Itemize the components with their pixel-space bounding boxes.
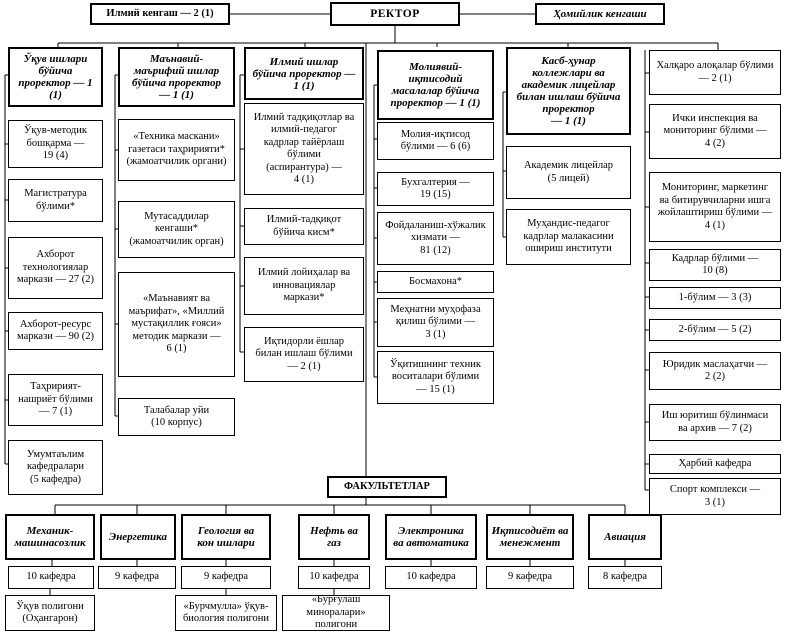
col5-item-2: Муҳандис-педагог кадрлар малакасини ошириш институти bbox=[506, 209, 631, 265]
col4-item-1: Молия-иқтисод бўлими — 6 (6) bbox=[377, 122, 494, 160]
col3-item-1: Илмий тадқиқотлар ва илмий-педагог кадрлар тайёрлаш бўлими (аспирантура) — 4 (1) bbox=[244, 103, 364, 195]
col6-item-4: Кадрлар бўлими — 10 (8) bbox=[649, 249, 781, 281]
vice-rector-science: Илмий ишлар бўйича проректор — 1 (1) bbox=[244, 47, 364, 100]
col6-item-10: Спорт комплекси — 3 (1) bbox=[649, 478, 781, 515]
col6-item-2: Ички инспекция ва мониторинг бўлими — 4 (2) bbox=[649, 104, 781, 159]
dept-aviation: 8 кафедра bbox=[588, 566, 662, 589]
col3-item-2: Илмий-тадқиқот бўйича кисм* bbox=[244, 208, 364, 245]
col5-item-1: Академик лицейлар (5 лицей) bbox=[506, 146, 631, 199]
faculty-geology: Геология ва кон ишлари bbox=[181, 514, 271, 560]
col6-item-7: Юридик маслаҳатчи — 2 (2) bbox=[649, 352, 781, 390]
faculties-title: ФАКУЛЬТЕТЛАР bbox=[327, 476, 447, 498]
rector-box: РЕКТОР bbox=[330, 2, 460, 26]
dept-electronics: 10 кафедра bbox=[385, 566, 477, 589]
col1-item-2: Магистратура бўлими* bbox=[8, 179, 103, 222]
col6-item-6: 2-бўлим — 5 (2) bbox=[649, 319, 781, 341]
col2-item-1: «Техника маскани» газетаси таҳририяти* (жамоатчилик органи) bbox=[118, 119, 235, 181]
dept-geology: 9 кафедра bbox=[181, 566, 271, 589]
faculty-mechanical: Механик- машинасозлик bbox=[5, 514, 95, 560]
col4-item-6: Ўқитишнинг техник воситалари бўлими — 15 (1) bbox=[377, 351, 494, 404]
col6-item-5: 1-бўлим — 3 (3) bbox=[649, 287, 781, 309]
col2-item-4: Талабалар уйи (10 корпус) bbox=[118, 398, 235, 436]
scientific-council-box: Илмий кенгаш — 2 (1) bbox=[90, 3, 230, 25]
vice-rector-finance: Молиявий- иқтисодий масалалар бўйича проректор — 1 (1) bbox=[377, 50, 494, 120]
col3-item-3: Илмий лойиҳалар ва инновациялар маркази* bbox=[244, 257, 364, 315]
col6-item-1: Халқаро алоқалар бўлими — 2 (1) bbox=[649, 50, 781, 95]
col4-item-4: Босмахона* bbox=[377, 271, 494, 293]
col2-item-3: «Маънавият ва маърифат», «Миллий мустақиллик ғояси» методик маркази — 6 (1) bbox=[118, 272, 235, 377]
faculty-oil-gas: Нефть ва газ bbox=[298, 514, 370, 560]
vice-rector-academic: Ўқув ишлари бўйича проректор — 1 (1) bbox=[8, 47, 103, 107]
vice-rector-spiritual: Маънавий- маърифий ишлар бўйича проректор — 1 (1) bbox=[118, 47, 235, 107]
extra-mechanical: Ўқув полигони (Оҳангарон) bbox=[5, 595, 95, 631]
faculty-aviation: Авиация bbox=[588, 514, 662, 560]
trustee-council-box: Ҳомийлик кенгаши bbox=[535, 3, 665, 25]
vice-rector-colleges: Касб-ҳунар коллежлари ва академик лицейлар билан ишлаш бўйича проректор — 1 (1) bbox=[506, 47, 631, 135]
col1-item-3: Ахборот технологиялар маркази — 27 (2) bbox=[8, 237, 103, 299]
dept-energy: 9 кафедра bbox=[98, 566, 176, 589]
col4-item-2: Бухгалтерия — 19 (15) bbox=[377, 172, 494, 206]
col1-item-6: Умумтаълим кафедралари (5 кафедра) bbox=[8, 440, 103, 495]
col6-item-8: Иш юритиш бўлинмаси ва архив — 7 (2) bbox=[649, 404, 781, 441]
extra-oil-gas: «Бурғулаш миноралари» полигони bbox=[282, 595, 390, 631]
col1-item-4: Ахборот-ресурс маркази — 90 (2) bbox=[8, 312, 103, 350]
faculty-electronics: Электроника ва автоматика bbox=[385, 514, 477, 560]
faculty-economics: Иқтисодиёт ва менежмент bbox=[486, 514, 574, 560]
col1-item-1: Ўқув-методик бошқарма — 19 (4) bbox=[8, 120, 103, 168]
dept-economics: 9 кафедра bbox=[486, 566, 574, 589]
col4-item-5: Меҳнатни муҳофаза қилиш бўлими — 3 (1) bbox=[377, 298, 494, 347]
faculty-energy: Энергетика bbox=[100, 514, 176, 560]
col6-item-9: Ҳарбий кафедра bbox=[649, 454, 781, 474]
dept-oil-gas: 10 кафедра bbox=[298, 566, 370, 589]
col1-item-5: Таҳририят- нашриёт бўлими — 7 (1) bbox=[8, 374, 103, 426]
extra-geology: «Бурчмулла» ўқув- биология полигони bbox=[175, 595, 277, 631]
col3-item-4: Иқтидорли ёшлар билан ишлаш бўлими — 2 (1) bbox=[244, 327, 364, 382]
col6-item-3: Мониторинг, маркетинг ва битирувчиларни ишга жойлаштириш бўлими — 4 (1) bbox=[649, 172, 781, 242]
col4-item-3: Фойдаланиш-хўжалик хизмати — 81 (12) bbox=[377, 212, 494, 265]
col2-item-2: Мутасаддилар кенгаши* (жамоатчилик орган) bbox=[118, 201, 235, 258]
dept-mechanical: 10 кафедра bbox=[8, 566, 94, 589]
